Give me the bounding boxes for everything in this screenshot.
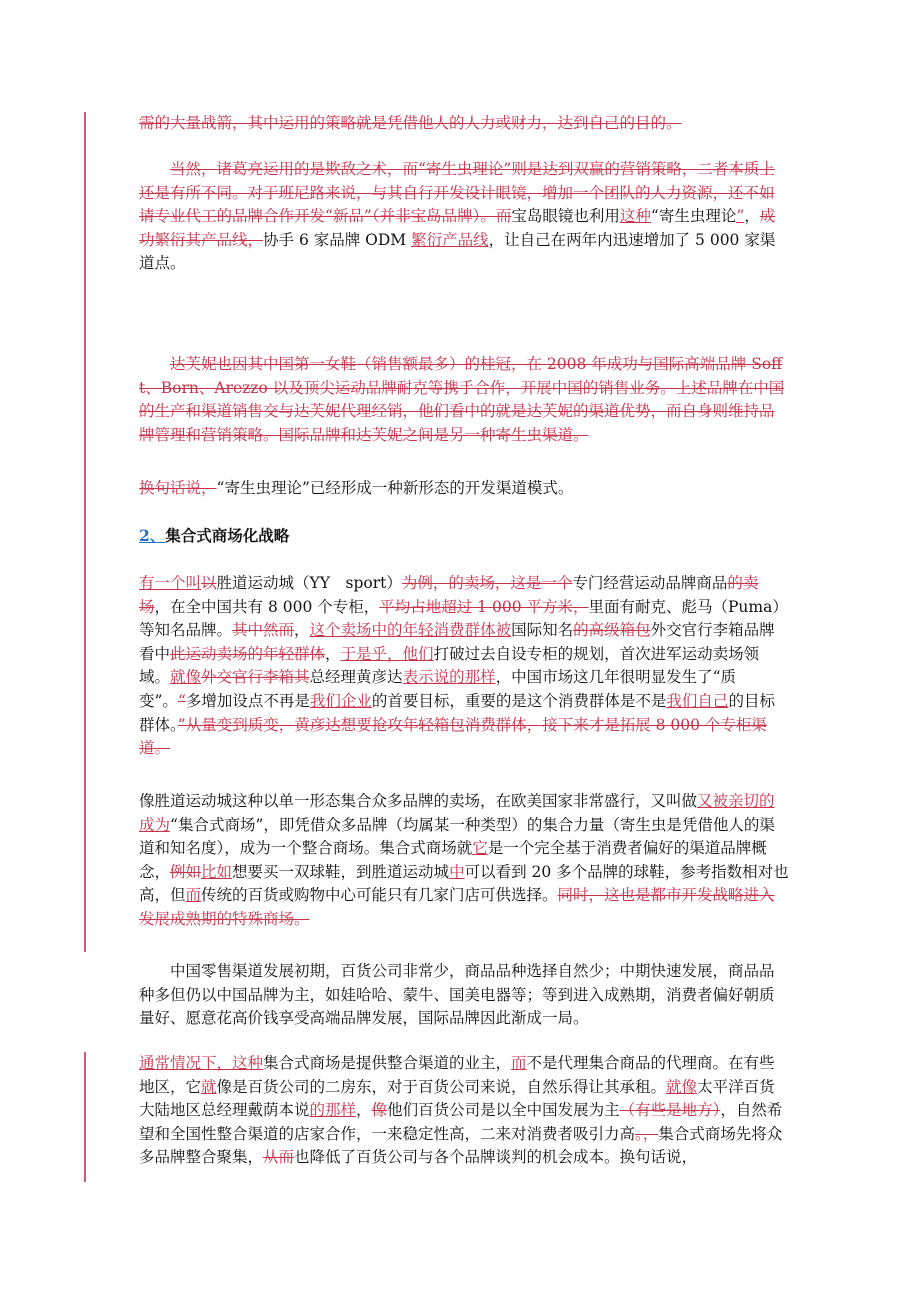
body-text: 总经理黄彦达 xyxy=(309,668,403,687)
body-text: 中国零售渠道发展初期，百货公司非常少，商品品种选择自然少；中期快速发展，商品品种多但仍以中国品牌为主，如娃哈哈、蒙牛、国美电器等；等到进入成熟期，消费者偏好朝质量好、愿意花高价钱享受高端品牌发展，国际品牌因此渐成一局。 xyxy=(139,962,775,1028)
paragraph-1 xyxy=(139,112,789,136)
body-text: ， xyxy=(325,644,341,663)
paragraph-5 xyxy=(139,572,789,761)
deleted-text: 平均占地超过 1 000 平方米， xyxy=(379,597,589,616)
body-text: 外交官行李箱品牌看中 xyxy=(139,621,775,663)
inserted-text: 通常情况下，这种 xyxy=(139,1054,264,1072)
body-text: 专门经营运动品牌商品 xyxy=(572,574,728,592)
paragraph-3 xyxy=(139,353,789,447)
deleted-text: 其中然而 xyxy=(232,621,295,640)
inserted-text: 比如 xyxy=(201,862,233,881)
inserted-text: 的那样 xyxy=(309,1101,357,1120)
deleted-text: 为例，的卖场，这是一个 xyxy=(401,574,573,592)
body-text: 多增加设点不再是 xyxy=(185,691,310,710)
body-text: ，让自己在两年内迅速增加了 5 000 家渠道点。 xyxy=(139,230,776,273)
inserted-text: 就像 xyxy=(666,1077,698,1096)
body-text: ，在全中国共有 8 000 个专柜， xyxy=(154,597,380,616)
inserted-text: 而 xyxy=(185,886,202,905)
body-text: 像是百货公司的二房东，对于百货公司来说，自然乐得让其承租。 xyxy=(216,1077,667,1096)
section-heading xyxy=(139,524,789,548)
inserted-text: 于是乎，他们 xyxy=(340,644,434,663)
section-number: 2、 xyxy=(139,526,166,545)
paragraph-7 xyxy=(139,960,789,1031)
body-text: 胜道运动城（YY sport） xyxy=(216,574,402,592)
paragraph-8 xyxy=(139,1052,789,1170)
deleted-text: 此运动卖场的年轻群体 xyxy=(170,644,326,663)
section-title: 集合式商场化战略 xyxy=(165,526,290,545)
body-text: 是一个完全基于消费者偏好的渠道品牌概念， xyxy=(139,839,767,881)
body-text: ，中国市场这几年很明显发生了“质变”。 xyxy=(139,668,737,710)
body-text: 太平洋百货大陆地区总经理戴荫本说 xyxy=(139,1077,775,1120)
deleted-text: 达芙妮也因其中国第一女鞋（销售额最多）的桂冠，在 2008 年成功与国际高端品牌 Sofft、Born、Arezzo 以及顶尖运动品牌耐克等携手合作，开展中国的销售业务。上述品牌在中国的生产和渠道销售交与达芙妮代理经销，他们看中的就是达芙妮的渠道优势，而自身则维持品牌管理和营销策略。国际品牌和达芙妮之间是另一种寄生虫渠道。 xyxy=(139,355,785,444)
body-text: 集合式商场先将众多品牌整合聚集， xyxy=(139,1124,783,1167)
body-text: 国际知名 xyxy=(511,621,574,640)
inserted-text: 而 xyxy=(511,1054,527,1072)
inserted-text: 我们企业 xyxy=(309,691,372,710)
deleted-text: 从而 xyxy=(263,1148,295,1167)
body-text: 协手 6 家品牌 ODM xyxy=(263,230,412,249)
body-text: 宝岛眼镜也利用 xyxy=(511,207,620,226)
body-text: 不是代理集合商品的代理商。在有些地区，它 xyxy=(139,1054,775,1096)
body-text: “寄生虫理论 xyxy=(650,207,737,226)
inserted-text: 有一个叫 xyxy=(139,574,202,592)
body-text: 的目标群体。 xyxy=(139,691,775,734)
body-text: “集合式商场”，即凭借众多品牌（均属某一种类型）的集合力量（寄生虫是凭借他人的渠道和知名度），成为一个整合商场。集合式商场就 xyxy=(139,815,775,858)
deleted-text: “ xyxy=(177,691,186,710)
inserted-text: 就 xyxy=(201,1077,217,1096)
inserted-text: 这种 xyxy=(619,207,651,226)
paragraph-4 xyxy=(139,477,789,501)
body-text: 集合式商场是提供整合渠道的业主， xyxy=(263,1054,512,1072)
deleted-text: 像 xyxy=(371,1101,388,1120)
body-text: ， xyxy=(294,621,310,640)
inserted-text: 这个卖场中的年轻消费群体被 xyxy=(309,621,512,640)
deleted-text: 同时，这也是都市开发战略进入发展成熟期的特殊商场。 xyxy=(139,886,775,928)
body-text: 他们百货公司是以全中国发展为主 xyxy=(387,1101,620,1120)
inserted-text: 我们自己 xyxy=(666,691,729,710)
body-text: “寄生虫理论”已经形成一种新形态的开发渠道模式。 xyxy=(216,479,574,497)
body-text: 也降低了百货公司与各个品牌谈判的机会成本。换句话说， xyxy=(294,1148,698,1167)
paragraph-2 xyxy=(139,158,789,276)
deleted-text: 当然，诸葛亮运用的是欺敌之术，而“寄生虫理论”则是达到双赢的营销策略，二者本质上还是有所不同。对于班尼路来说，与其自行开发设计眼镜，增加一个团队的人力资源，还不如请专业代工的品牌合作开发“新品”（并非宝岛品牌）。而 xyxy=(139,160,775,226)
deleted-text: 换句话说， xyxy=(139,479,217,497)
body-text: 想要买一双球鞋，到胜道运动城 xyxy=(232,862,450,881)
deleted-text: 以 xyxy=(201,574,217,592)
body-text: 传统的百货或购物中心可能只有几家门店可供选择。 xyxy=(201,886,558,905)
inserted-text: 就像 xyxy=(170,668,202,687)
deleted-text: 的卖场 xyxy=(139,574,759,616)
paragraph-6 xyxy=(139,790,789,932)
inserted-text: 中 xyxy=(449,862,465,881)
inserted-text: ” xyxy=(736,207,745,226)
deleted-text: 例如 xyxy=(170,862,202,881)
deleted-text: 。， xyxy=(635,1124,659,1143)
body-text: 可以看到 20 多个品牌的球鞋，参考指数相对也高，但 xyxy=(139,862,789,905)
body-text: ， xyxy=(744,207,760,226)
deleted-text: （有些是地方） xyxy=(619,1101,721,1120)
deleted-text: 成功繁衍其产品线， xyxy=(139,207,776,249)
deleted-text: ”从量变到质变，黄彦达想要抢攻年轻箱包消费群体，接下来才是拓展 8 000 个专柜渠道。 xyxy=(139,715,767,758)
inserted-text: 表示说的那样 xyxy=(402,668,496,687)
body-text: 里面有耐克、彪马（Puma）等知名品牌。 xyxy=(139,597,788,640)
inserted-text: 又被亲切的成为 xyxy=(139,792,775,834)
body-text: ，自然希望和全国性整合渠道的店家合作，一来稳定性高，二来对消费者吸引力高 xyxy=(139,1101,783,1143)
body-text: 打破过去自设专柜的规划，首次进军运动卖场领域。 xyxy=(139,644,760,687)
inserted-text: 繁衍产品线 xyxy=(411,230,489,249)
inserted-text: 它 xyxy=(472,839,488,858)
deleted-text: 的高级箱包 xyxy=(573,621,651,640)
body-text: 的首要目标，重要的是这个消费群体是不是 xyxy=(371,691,667,710)
deleted-text: 外交官行李箱其 xyxy=(201,668,310,687)
deleted-text: 需的大量战箭，其中运用的策略就是凭借他人的人力或财力，达到自己的目的。 xyxy=(139,114,682,132)
body-text: ， xyxy=(356,1101,372,1120)
revision-bar-bottom xyxy=(84,1052,86,1182)
body-text: 像胜道运动城这种以单一形态集合众多品牌的卖场，在欧美国家非常盛行，又叫做 xyxy=(139,792,698,810)
revision-bar-top xyxy=(84,112,86,952)
